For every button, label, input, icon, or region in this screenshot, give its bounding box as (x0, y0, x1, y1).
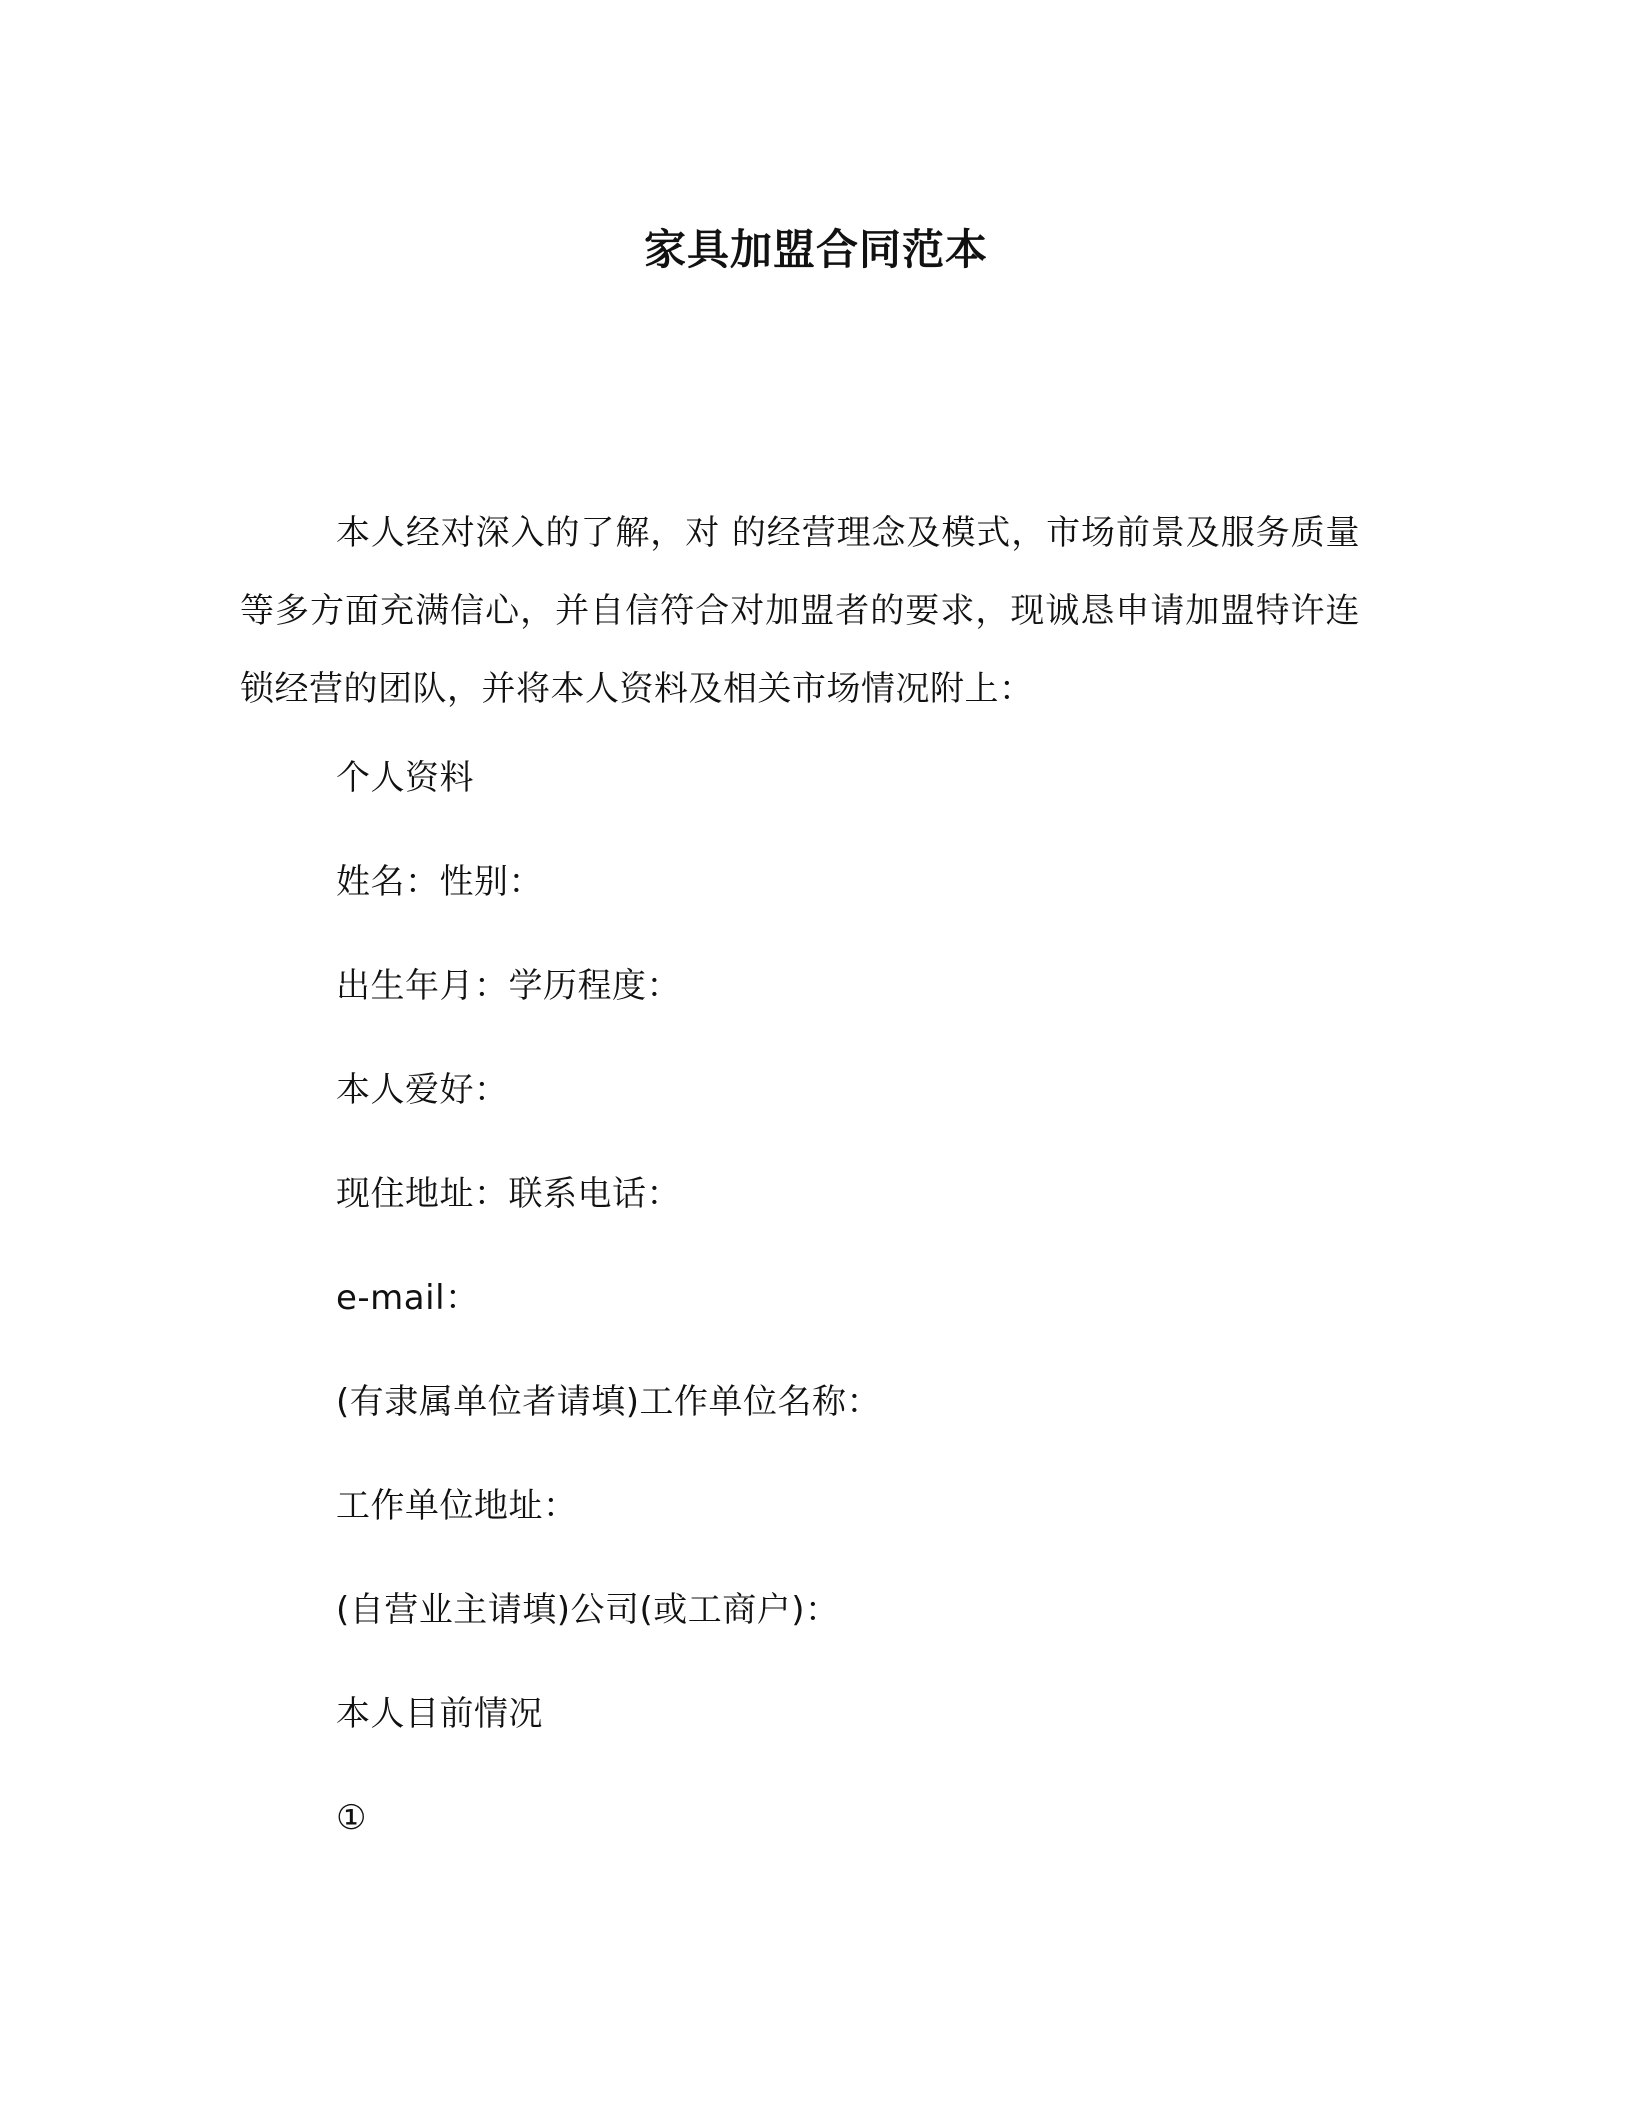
section-heading-personal-info: 个人资料 (336, 758, 474, 798)
section-heading-current-status: 本人目前情况 (336, 1694, 543, 1734)
numbered-item-1: ① (336, 1798, 367, 1838)
document-title: 家具加盟合同范本 (643, 225, 988, 274)
hobby-field: 本人爱好： (336, 1070, 509, 1110)
employer-name-field: (有隶属单位者请填)工作单位名称： (336, 1382, 882, 1422)
employer-address-field: 工作单位地址： (336, 1486, 578, 1526)
company-field: (自营业主请填)公司(或工商户)： (336, 1590, 840, 1630)
address-phone-field: 现住地址：联系电话： (336, 1174, 681, 1214)
birth-education-field: 出生年月：学历程度： (336, 966, 681, 1006)
intro-paragraph: 本人经对深入的了解，对 的经营理念及模式，市场前景及服务质量等多方面充满信心，并自信符合对加盟者的要求，现诚恳申请加盟特许连锁经营的团队，并将本人资料及相关市场情况附上： (240, 513, 1360, 709)
name-gender-field: 姓名：性别： (336, 862, 543, 902)
email-field: e-mail： (336, 1278, 480, 1318)
